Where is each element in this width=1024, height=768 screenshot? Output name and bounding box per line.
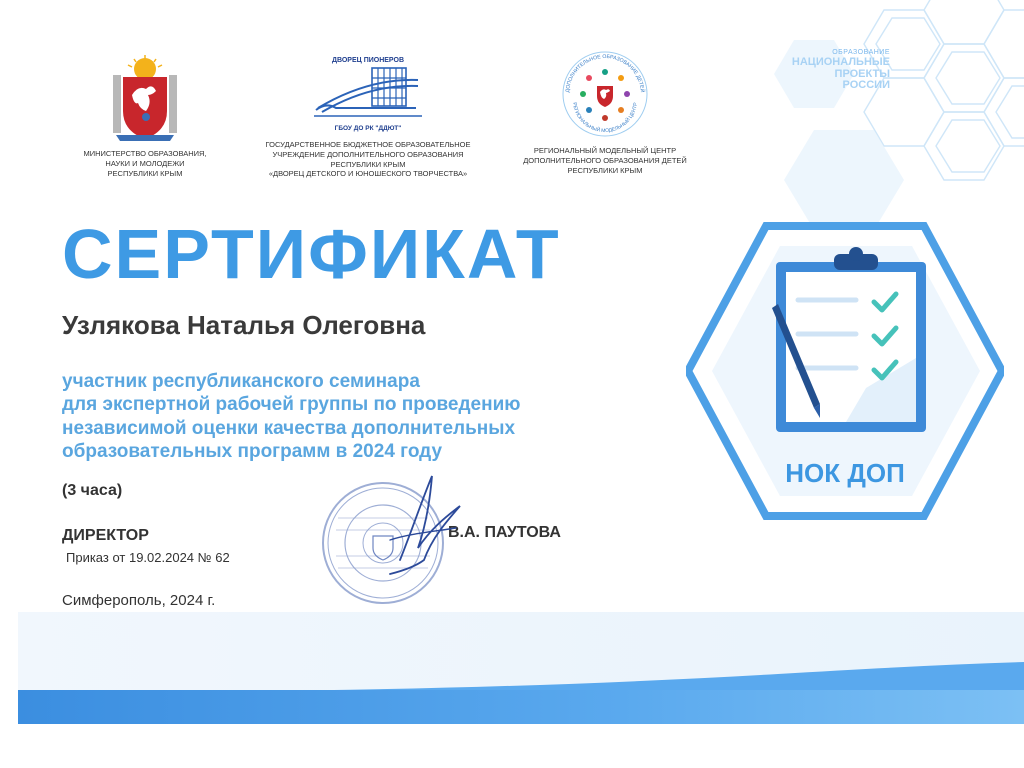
description-line-2: для экспертной рабочей группы по проведению xyxy=(62,394,521,416)
national-projects-small-label: ОБРАЗОВАНИЕ xyxy=(832,49,890,56)
palace-name-line-2: УЧРЕЖДЕНИЕ ДОПОЛНИТЕЛЬНОГО ОБРАЗОВАНИЯ xyxy=(272,149,464,159)
national-projects-logo-block xyxy=(790,48,890,92)
hex-pattern-decoration xyxy=(764,0,1024,230)
description-line-4: образовательных программ в 2024 году xyxy=(62,441,443,463)
regional-center-logo-block xyxy=(505,48,705,175)
badge-label: НОК ДОП xyxy=(785,458,905,488)
hours-label: (3 часа) xyxy=(62,482,123,499)
palace-of-pioneers-logo-icon xyxy=(308,50,428,134)
regional-center-name-line-1: РЕГИОНАЛЬНЫЙ МОДЕЛЬНЫЙ ЦЕНТР xyxy=(533,146,677,155)
crimea-coat-of-arms-icon xyxy=(110,55,180,143)
regional-emblem-top-text: ДОПОЛНИТЕЛЬНОЕ ОБРАЗОВАНИЕ ДЕТЕЙ xyxy=(565,53,646,93)
director-signature-icon xyxy=(360,470,480,580)
ministry-name-line-3: РЕСПУБЛИКИ КРЫМ xyxy=(107,168,183,178)
recipient-name: Узлякова Наталья Олеговна xyxy=(62,310,426,340)
palace-name-line-4: «ДВОРЕЦ ДЕТСКОГО И ЮНОШЕСКОГО ТВОРЧЕСТВА» xyxy=(268,169,468,179)
regional-emblem-bottom-text: РЕГИОНАЛЬНЫЙ МОДЕЛЬНЫЙ ЦЕНТР xyxy=(571,102,639,135)
description-line-3: независимой оценки качества дополнительных xyxy=(62,417,516,439)
clipboard-checklist-icon xyxy=(772,247,926,432)
city-and-year: Симферополь, 2024 г. xyxy=(62,592,216,609)
director-label: ДИРЕКТОР xyxy=(62,527,149,544)
regional-center-name-line-2: ДОПОЛНИТЕЛЬНОГО ОБРАЗОВАНИЯ ДЕТЕЙ xyxy=(523,155,687,165)
certificate-title: СЕРТИФИКАТ xyxy=(62,215,561,293)
palace-emblem-bottom-text: ГБОУ ДО РК "ДДЮТ" xyxy=(334,125,402,132)
description-line-1: участник республиканского семинара xyxy=(62,371,420,392)
palace-name-line-1: ГОСУДАРСТВЕННОЕ БЮДЖЕТНОЕ ОБРАЗОВАТЕЛЬНОЕ xyxy=(265,140,471,149)
order-reference: Приказ от 19.02.2024 № 62 xyxy=(66,550,230,565)
national-projects-line-3: РОССИИ xyxy=(842,79,890,92)
ministry-name-line-1: МИНИСТЕРСТВО ОБРАЗОВАНИЯ, xyxy=(83,149,207,158)
signer-name: В.А. ПАУТОВА xyxy=(448,524,561,541)
palace-emblem-top-text: ДВОРЕЦ ПИОНЕРОВ xyxy=(331,57,405,64)
regional-model-center-logo-icon xyxy=(559,48,651,140)
ministry-logo-block xyxy=(70,55,220,178)
ministry-name-line-2: НАУКИ И МОЛОДЕЖИ xyxy=(105,158,185,168)
palace-logo-block xyxy=(248,50,488,179)
certificate-description xyxy=(62,370,622,463)
bottom-blue-band xyxy=(18,690,1024,724)
national-projects-line-2: ПРОЕКТЫ xyxy=(834,67,890,80)
national-projects-line-1: НАЦИОНАЛЬНЫЕ xyxy=(791,56,890,69)
regional-center-name-line-3: РЕСПУБЛИКИ КРЫМ xyxy=(567,165,643,175)
palace-name-line-3: РЕСПУБЛИКИ КРЫМ xyxy=(330,159,406,169)
